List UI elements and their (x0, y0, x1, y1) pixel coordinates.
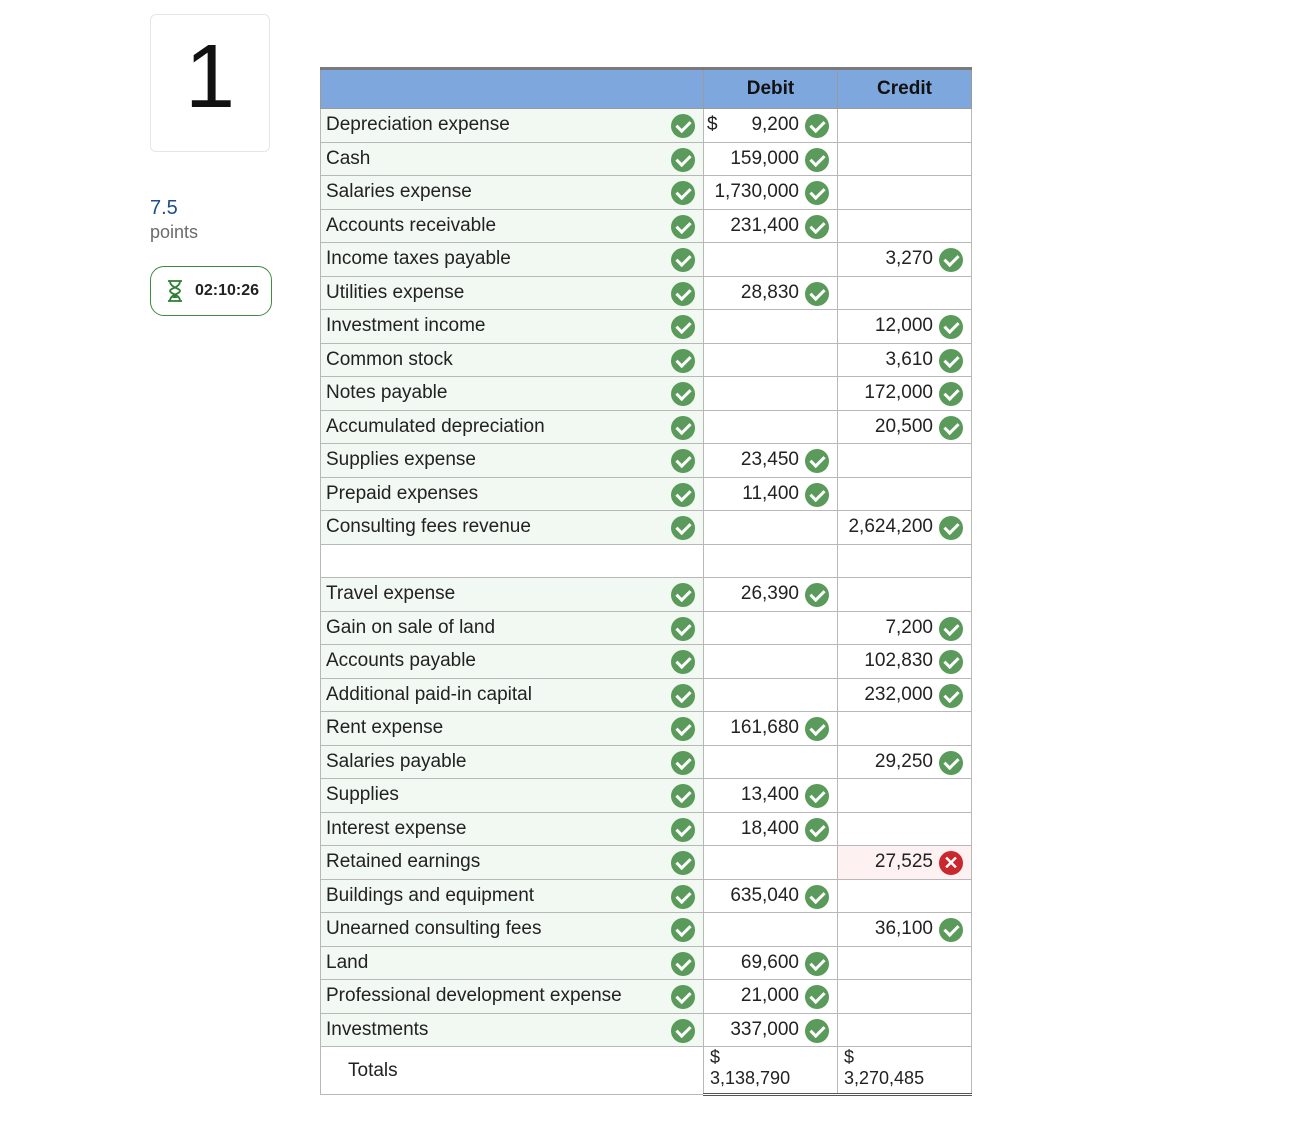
debit-input[interactable] (704, 980, 838, 1014)
account-name: Salaries expense (326, 181, 472, 203)
debit-value: 159,000 (730, 147, 799, 169)
table-row (321, 377, 972, 411)
account-select[interactable] (321, 243, 704, 277)
debit-input-empty[interactable] (704, 544, 838, 578)
correct-check-icon (671, 617, 695, 641)
credit-value: 172,000 (864, 382, 933, 404)
correct-check-icon (939, 650, 963, 674)
account-select[interactable] (321, 846, 704, 880)
correct-check-icon (805, 449, 829, 473)
debit-input[interactable] (704, 846, 838, 880)
credit-input[interactable] (838, 678, 972, 712)
credit-value: 102,830 (864, 650, 933, 672)
debit-value: 1,730,000 (714, 181, 799, 203)
correct-check-icon (939, 315, 963, 339)
table-row (321, 946, 972, 980)
table-row (321, 276, 972, 310)
account-name: Gain on sale of land (326, 616, 496, 638)
correct-check-icon (805, 985, 829, 1009)
credit-value: 12,000 (874, 315, 933, 337)
account-name: Supplies (326, 784, 399, 806)
correct-check-icon (671, 349, 695, 373)
correct-check-icon (805, 215, 829, 239)
account-name: Salaries payable (326, 750, 467, 772)
account-name: Utilities expense (326, 281, 465, 303)
correct-check-icon (805, 818, 829, 842)
account-select[interactable] (321, 611, 704, 645)
table-row (321, 879, 972, 913)
correct-check-icon (939, 416, 963, 440)
credit-value: 7,200 (885, 616, 933, 638)
credit-value: 2,624,200 (848, 516, 933, 538)
total-credit-value: 3,270,485 (844, 1068, 925, 1088)
correct-check-icon (805, 784, 829, 808)
credit-input[interactable] (838, 980, 972, 1014)
table-row (321, 142, 972, 176)
correct-check-icon (671, 215, 695, 239)
credit-input[interactable] (838, 913, 972, 947)
debit-input[interactable] (704, 511, 838, 545)
account-select[interactable] (321, 879, 704, 913)
account-name: Notes payable (326, 382, 448, 404)
debit-value: 69,600 (740, 951, 799, 973)
correct-check-icon (671, 650, 695, 674)
correct-check-icon (805, 1019, 829, 1043)
account-name: Unearned consulting fees (326, 918, 542, 940)
correct-check-icon (939, 382, 963, 406)
debit-value: 21,000 (740, 985, 799, 1007)
question-number: 1 (150, 14, 270, 152)
account-name: Common stock (326, 348, 453, 370)
debit-input[interactable] (704, 812, 838, 846)
debit-value: 231,400 (730, 214, 799, 236)
debit-input[interactable] (704, 712, 838, 746)
correct-check-icon (939, 918, 963, 942)
table-row (321, 745, 972, 779)
credit-input[interactable] (838, 243, 972, 277)
account-name: Professional development expense (326, 985, 622, 1007)
account-name: Prepaid expenses (326, 482, 479, 504)
account-select[interactable] (321, 276, 704, 310)
account-select[interactable] (321, 477, 704, 511)
correct-check-icon (671, 784, 695, 808)
credit-input[interactable] (838, 176, 972, 210)
total-credit-currency: $ (844, 1047, 855, 1067)
points-display (150, 196, 198, 244)
debit-value: 635,040 (730, 884, 799, 906)
totals-label-cell (321, 1047, 704, 1095)
account-select[interactable] (321, 343, 704, 377)
correct-check-icon (671, 583, 695, 607)
account-select[interactable] (321, 444, 704, 478)
debit-input[interactable] (704, 109, 838, 143)
table-row (321, 678, 972, 712)
correct-check-icon (939, 248, 963, 272)
account-select[interactable] (321, 1013, 704, 1047)
debit-input[interactable] (704, 377, 838, 411)
correct-check-icon (805, 885, 829, 909)
correct-check-icon (939, 751, 963, 775)
account-select[interactable] (321, 812, 704, 846)
table-row (321, 444, 972, 478)
account-select[interactable] (321, 645, 704, 679)
account-select[interactable] (321, 109, 704, 143)
debit-input[interactable] (704, 276, 838, 310)
debit-input[interactable] (704, 578, 838, 612)
account-select[interactable] (321, 678, 704, 712)
credit-value: 36,100 (874, 918, 933, 940)
account-select[interactable] (321, 511, 704, 545)
account-select[interactable] (321, 712, 704, 746)
account-name: Consulting fees revenue (326, 516, 531, 538)
account-name: Retained earnings (326, 851, 481, 873)
debit-input[interactable] (704, 611, 838, 645)
account-name: Investment income (326, 315, 486, 337)
points-value: 7.5 (150, 197, 178, 219)
debit-value: 13,400 (740, 784, 799, 806)
account-select[interactable] (321, 946, 704, 980)
credit-input[interactable] (838, 343, 972, 377)
credit-input[interactable] (838, 879, 972, 913)
credit-input[interactable] (838, 410, 972, 444)
credit-value: 3,610 (885, 348, 933, 370)
table-row (321, 410, 972, 444)
credit-input[interactable] (838, 377, 972, 411)
table-row (321, 209, 972, 243)
table-row (321, 109, 972, 143)
credit-input[interactable] (838, 444, 972, 478)
debit-input[interactable] (704, 209, 838, 243)
correct-check-icon (805, 717, 829, 741)
totals-label: Totals (348, 1059, 398, 1081)
credit-input[interactable] (838, 109, 972, 143)
debit-input[interactable] (704, 243, 838, 277)
credit-input[interactable] (838, 712, 972, 746)
correct-check-icon (671, 181, 695, 205)
correct-check-icon (939, 684, 963, 708)
correct-check-icon (671, 282, 695, 306)
correct-check-icon (805, 181, 829, 205)
correct-check-icon (671, 483, 695, 507)
account-select[interactable] (321, 410, 704, 444)
debit-input[interactable] (704, 913, 838, 947)
debit-value: 18,400 (740, 817, 799, 839)
account-name: Rent expense (326, 717, 444, 739)
correct-check-icon (939, 516, 963, 540)
table-header-row (321, 69, 972, 109)
total-debit-currency: $ (710, 1047, 721, 1067)
account-name: Accounts receivable (326, 214, 497, 236)
credit-input[interactable] (838, 477, 972, 511)
correct-check-icon (805, 952, 829, 976)
debit-input[interactable] (704, 176, 838, 210)
debit-input[interactable] (704, 645, 838, 679)
credit-value: 20,500 (874, 415, 933, 437)
correct-check-icon (671, 1019, 695, 1043)
correct-check-icon (671, 952, 695, 976)
account-name: Income taxes payable (326, 248, 511, 270)
credit-input[interactable] (838, 745, 972, 779)
correct-check-icon (671, 717, 695, 741)
correct-check-icon (671, 918, 695, 942)
correct-check-icon (671, 449, 695, 473)
debit-input[interactable] (704, 410, 838, 444)
credit-input[interactable] (838, 310, 972, 344)
credit-input[interactable] (838, 846, 972, 880)
debit-value: 23,450 (740, 449, 799, 471)
credit-value: 232,000 (864, 683, 933, 705)
correct-check-icon (671, 751, 695, 775)
total-debit-value: 3,138,790 (710, 1068, 791, 1088)
table-row (321, 645, 972, 679)
correct-check-icon (939, 617, 963, 641)
credit-input[interactable] (838, 511, 972, 545)
account-select[interactable] (321, 745, 704, 779)
account-name: Buildings and equipment (326, 884, 535, 906)
debit-value: 28,830 (740, 281, 799, 303)
credit-input[interactable] (838, 276, 972, 310)
table-row (321, 578, 972, 612)
table-row (321, 846, 972, 880)
currency-symbol: $ (707, 114, 718, 135)
table-row (321, 477, 972, 511)
debit-input[interactable] (704, 310, 838, 344)
correct-check-icon (671, 851, 695, 875)
credit-value: 27,525 (874, 851, 933, 873)
account-name: Additional paid-in capital (326, 683, 532, 705)
table-row (321, 712, 972, 746)
debit-value: 26,390 (740, 583, 799, 605)
table-row (321, 779, 972, 813)
debit-input[interactable] (704, 444, 838, 478)
account-name: Accumulated depreciation (326, 415, 545, 437)
debit-input[interactable] (704, 779, 838, 813)
account-name: Interest expense (326, 817, 467, 839)
hourglass-icon (165, 280, 185, 302)
credit-input[interactable] (838, 645, 972, 679)
account-select[interactable] (321, 377, 704, 411)
account-select[interactable] (321, 142, 704, 176)
credit-input-empty[interactable] (838, 544, 972, 578)
debit-input[interactable] (704, 142, 838, 176)
correct-check-icon (805, 583, 829, 607)
account-name: Supplies expense (326, 449, 476, 471)
account-name: Investments (326, 1018, 429, 1040)
debit-input[interactable] (704, 477, 838, 511)
incorrect-x-icon: ✕ (939, 851, 963, 875)
correct-check-icon (671, 818, 695, 842)
account-select[interactable] (321, 779, 704, 813)
correct-check-icon (671, 315, 695, 339)
correct-check-icon (805, 282, 829, 306)
credit-value: 3,270 (885, 248, 933, 270)
account-select[interactable] (321, 176, 704, 210)
debit-input[interactable] (704, 745, 838, 779)
total-debit (704, 1047, 838, 1095)
debit-input[interactable] (704, 343, 838, 377)
blank-row (321, 544, 972, 578)
account-input-empty[interactable] (321, 544, 704, 578)
account-select[interactable] (321, 209, 704, 243)
table-row (321, 1013, 972, 1047)
table-row (321, 310, 972, 344)
table-row (321, 176, 972, 210)
timer-badge[interactable] (150, 266, 272, 316)
credit-input[interactable] (838, 209, 972, 243)
correct-check-icon (671, 885, 695, 909)
correct-check-icon (671, 148, 695, 172)
account-select[interactable] (321, 913, 704, 947)
debit-input[interactable] (704, 946, 838, 980)
points-label: points (150, 222, 199, 242)
total-credit (838, 1047, 972, 1095)
debit-input[interactable] (704, 879, 838, 913)
account-name: Land (326, 951, 369, 973)
correct-check-icon (805, 148, 829, 172)
credit-input[interactable] (838, 779, 972, 813)
account-name: Travel expense (326, 583, 456, 605)
table-row (321, 611, 972, 645)
table-row (321, 243, 972, 277)
account-select[interactable] (321, 578, 704, 612)
totals-row (321, 1047, 972, 1095)
correct-check-icon (671, 684, 695, 708)
credit-input[interactable] (838, 1013, 972, 1047)
credit-input[interactable] (838, 946, 972, 980)
table-row (321, 343, 972, 377)
table-row (321, 812, 972, 846)
table-row (321, 913, 972, 947)
debit-value: 161,680 (730, 717, 799, 739)
credit-input[interactable] (838, 578, 972, 612)
timer-text: 02:10:26 (195, 282, 260, 299)
debit-input[interactable] (704, 1013, 838, 1047)
correct-check-icon (671, 248, 695, 272)
correct-check-icon (939, 349, 963, 373)
table-row (321, 511, 972, 545)
account-select[interactable] (321, 310, 704, 344)
debit-input[interactable] (704, 678, 838, 712)
correct-check-icon (805, 114, 829, 138)
correct-check-icon (671, 114, 695, 138)
debit-value: 337,000 (730, 1018, 799, 1040)
account-name: Cash (326, 147, 371, 169)
credit-input[interactable] (838, 611, 972, 645)
trial-balance-table (320, 67, 972, 1096)
account-column-header (321, 69, 704, 109)
correct-check-icon (671, 382, 695, 406)
credit-input[interactable] (838, 142, 972, 176)
account-name: Accounts payable (326, 650, 476, 672)
credit-input[interactable] (838, 812, 972, 846)
account-select[interactable] (321, 980, 704, 1014)
table-row (321, 980, 972, 1014)
debit-value: 11,400 (742, 482, 799, 504)
correct-check-icon (805, 483, 829, 507)
account-name: Depreciation expense (326, 114, 510, 136)
credit-value: 29,250 (874, 750, 933, 772)
correct-check-icon (671, 416, 695, 440)
credit-column-header: Credit (838, 69, 972, 109)
debit-column-header: Debit (704, 69, 838, 109)
correct-check-icon (671, 516, 695, 540)
correct-check-icon (671, 985, 695, 1009)
debit-value: 9,200 (751, 114, 799, 136)
